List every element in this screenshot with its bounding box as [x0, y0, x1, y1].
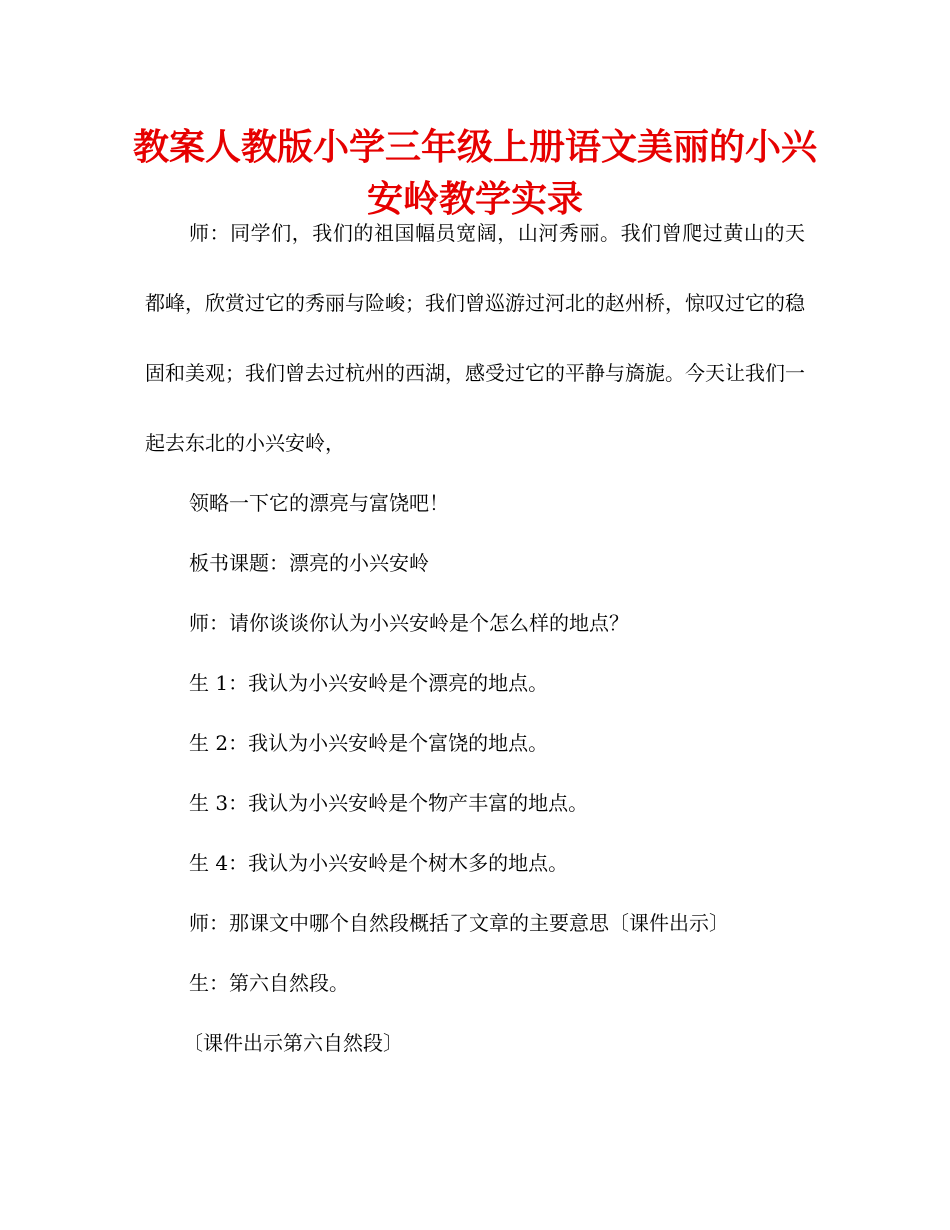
text-line: 生 3：我认为小兴安岭是个物产丰富的地点。 — [189, 791, 589, 815]
opening-paragraph: 师：同学们，我们的祖国幅员宽阔，山河秀丽。我们曾爬过黄山的天都峰，欣赏过它的秀丽与险峻；我们曾巡游过河北的赵州桥，惊叹过它的稳固和美观；我们曾去过杭州的西湖，感受过它的平静与旖旎。今天让我们一起去东北的小兴安岭， — [145, 221, 805, 455]
text-line: 领略一下它的漂亮与富饶吧！ — [189, 491, 449, 515]
text-line: 生 4：我认为小兴安岭是个树木多的地点。 — [189, 851, 569, 875]
text-line: 师：那课文中哪个自然段概括了文章的主要意思〔课件出示〕 — [189, 911, 729, 935]
document-body — [145, 218, 805, 1088]
text-line: 〔课件出示第六自然段〕 — [183, 1031, 403, 1055]
text-line: 生 2：我认为小兴安岭是个富饶的地点。 — [189, 731, 549, 755]
text-line: 板书课题：漂亮的小兴安岭 — [189, 551, 429, 575]
text-line: 师：请你谈谈你认为小兴安岭是个怎么样的地点？ — [189, 611, 629, 635]
document-title: 教案人教版小学三年级上册语文美丽的小兴安岭教学实录 — [132, 127, 817, 220]
text-line: 生 1：我认为小兴安岭是个漂亮的地点。 — [189, 671, 549, 695]
text-line: 生：第六自然段。 — [189, 971, 349, 995]
